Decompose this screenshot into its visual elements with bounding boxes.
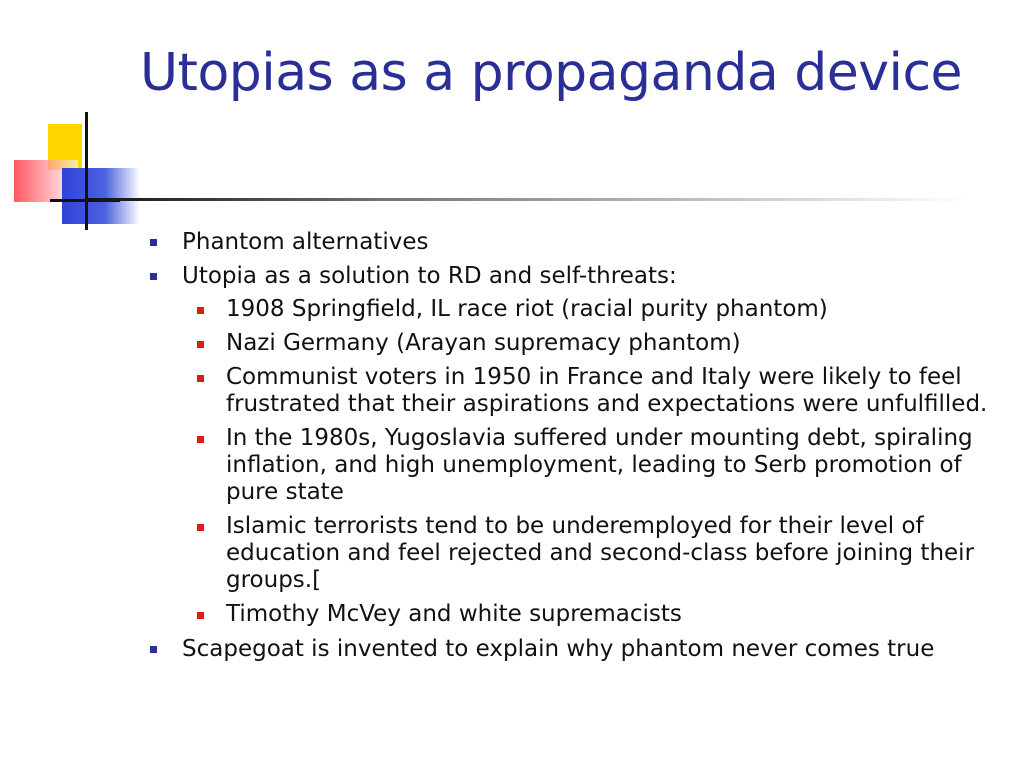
bullet-item (150, 228, 1000, 256)
red-square-bullet-icon (197, 524, 204, 531)
square-bullet-icon (150, 646, 157, 653)
sub-bullet-text: Nazi Germany (Arayan supremacy phantom) (226, 330, 741, 356)
blue-square (62, 168, 140, 224)
sub-bullet-text: Timothy McVey and white supremacists (226, 601, 682, 627)
bullet-item (150, 262, 1000, 628)
sub-bullet-text: In the 1980s, Yugoslavia suffered under mounting debt, spiraling inflation, and high unemployment, leading to Serb promotion of pure state (226, 425, 973, 505)
red-square-bullet-icon (197, 612, 204, 619)
sub-bullet-item (150, 296, 1000, 323)
sub-bullet-text: Islamic terrorists tend to be underemployed for their level of education and feel rejected and second-class before joining their groups.[ (226, 513, 975, 593)
sub-bullet-item (150, 330, 1000, 357)
title-underline (88, 198, 968, 201)
sub-bullet-item (150, 513, 1000, 594)
bullet-text: Scapegoat is invented to explain why phantom never comes true (182, 636, 935, 662)
bullet-text: Phantom alternatives (182, 229, 429, 255)
sub-bullet-item (150, 425, 1000, 506)
slide-title: Utopias as a propaganda device (140, 43, 963, 103)
decorative-logo (0, 0, 150, 240)
red-square-bullet-icon (197, 341, 204, 348)
sub-bullet-item (150, 601, 1000, 628)
sub-bullet-text: 1908 Springfield, IL race riot (racial purity phantom) (226, 296, 828, 322)
sub-bullet-item (150, 364, 1000, 418)
bullet-text: Utopia as a solution to RD and self-threats: (182, 263, 677, 289)
sub-bullet-text: Communist voters in 1950 in France and Italy were likely to feel frustrated that their aspirations and expectations were unfulfilled. (226, 364, 988, 417)
sub-bullet-list (182, 296, 1000, 628)
square-bullet-icon (150, 273, 157, 280)
vertical-line (85, 112, 88, 230)
red-square-bullet-icon (197, 375, 204, 382)
square-bullet-icon (150, 239, 157, 246)
red-square-bullet-icon (197, 307, 204, 314)
red-square-bullet-icon (197, 436, 204, 443)
bullet-list (150, 228, 1000, 669)
bullet-item (150, 635, 1000, 663)
